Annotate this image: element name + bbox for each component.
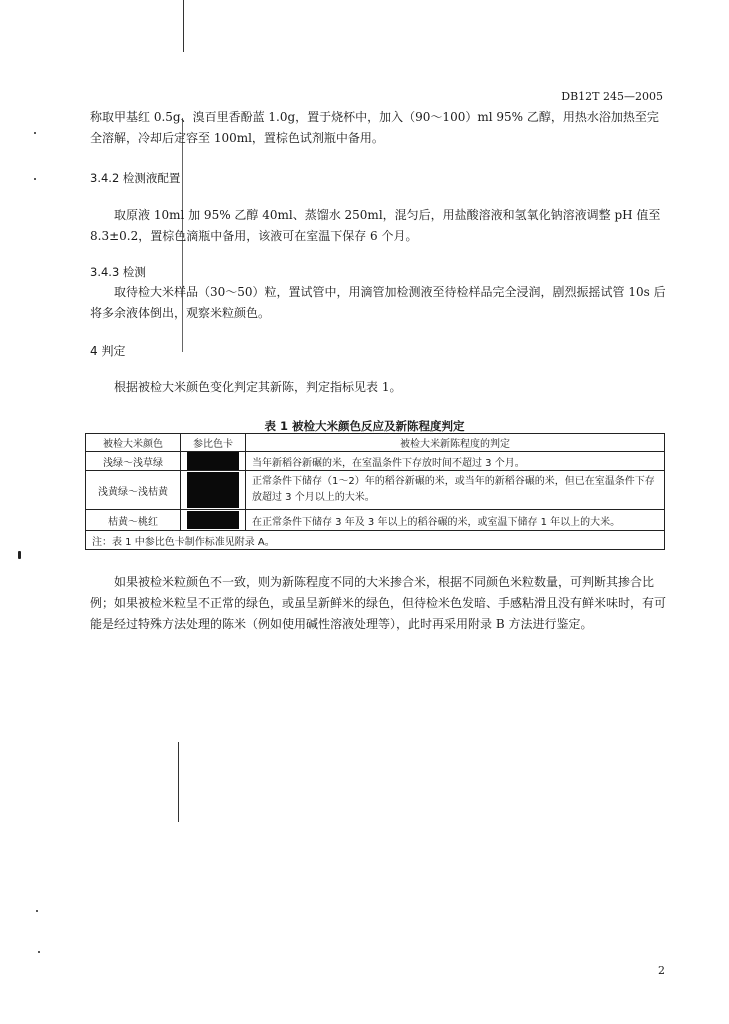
closing-paragraph: 如果被检米粒颜色不一致，则为新陈程度不同的大米掺合米，根据不同颜色米粒数量，可判断其掺合比例；如果被检米粒呈不正常的绿色，或虽呈新鲜米的绿色，但待检米色发暗、手感粘滑且没有鲜米味时，有可能是经过特殊方法处理的陈米（例如使用碱性溶液处理等），此时再采用附录 B 方法进行鉴定。 xyxy=(90,575,667,631)
judgement-cell: 在正常条件下储存 3 年及 3 年以上的稻谷碾的米，或室温下储存 1 年以上的大米。 xyxy=(246,510,665,531)
table-row xyxy=(86,471,665,510)
reference-card-cell xyxy=(181,471,246,510)
table-row xyxy=(86,452,665,471)
scan-speck xyxy=(34,178,36,180)
page-number: 2 xyxy=(658,964,665,977)
table-header-row xyxy=(86,434,665,452)
reference-card-cell xyxy=(181,510,246,531)
rice-color-cell: 浅黄绿～浅桔黄 xyxy=(86,471,181,510)
reference-color-swatch xyxy=(187,511,239,529)
column-header: 被检大米颜色 xyxy=(86,434,181,452)
section-4-text: 根据被检大米颜色变化判定其新陈，判定指标见表 1。 xyxy=(114,380,402,394)
judgement-table xyxy=(85,433,665,550)
judgement-cell: 正常条件下储存（1～2）年的稻谷新碾的米，或当年的新稻谷碾的米，但已在室温条件下存放超过 3 个月以上的大米。 xyxy=(246,471,665,510)
judgement-cell: 当年新稻谷新碾的米，在室温条件下存放时间不超过 3 个月。 xyxy=(246,452,665,471)
section-3-4-2-text: 取原液 10ml 加 95% 乙醇 40ml、蒸馏水 250ml，混匀后，用盐酸溶液和氢氧化钠溶液调整 pH 值至 8.3±0.2，置棕色滴瓶中备用，该液可在室温下保存 6 个月。 xyxy=(90,208,661,243)
scan-speck xyxy=(18,551,21,559)
table-title: 表 1 被检大米颜色反应及新陈程度判定 xyxy=(264,419,465,433)
section-3-4-2-heading: 3.4.2 检测液配置 xyxy=(90,171,181,185)
section-3-4-3-text: 取待检大米样品（30～50）粒，置试管中，用滴管加检测液至待检样品完全浸润，剧烈振摇试管 10s 后将多余液体倒出，观察米粒颜色。 xyxy=(90,285,666,320)
table-note: 注：表 1 中参比色卡制作标准见附录 A。 xyxy=(86,531,665,550)
reference-color-swatch xyxy=(187,472,239,508)
section-3-4-3-heading: 3.4.3 检测 xyxy=(90,265,146,279)
intro-paragraph: 称取甲基红 0.5g、溴百里香酚蓝 1.0g，置于烧杯中，加入（90～100）ml 95% 乙醇，用热水浴加热至完全溶解，冷却后定容至 100ml，置棕色试剂瓶中备用。 xyxy=(90,110,659,145)
scan-line-top xyxy=(183,0,184,52)
reference-card-cell xyxy=(181,452,246,471)
column-header: 被检大米新陈程度的判定 xyxy=(246,434,665,452)
rice-color-cell: 桔黄～桃红 xyxy=(86,510,181,531)
column-header: 参比色卡 xyxy=(181,434,246,452)
reference-color-swatch xyxy=(187,452,239,470)
rice-color-cell: 浅绿～浅草绿 xyxy=(86,452,181,471)
document-code: DB12T 245—2005 xyxy=(561,90,663,103)
scan-speck xyxy=(34,132,36,134)
scan-line-lower xyxy=(178,742,179,822)
table-note-row xyxy=(86,531,665,550)
scan-speck xyxy=(36,910,38,912)
section-4-heading: 4 判定 xyxy=(90,344,126,358)
table-row xyxy=(86,510,665,531)
scan-speck xyxy=(38,951,40,953)
